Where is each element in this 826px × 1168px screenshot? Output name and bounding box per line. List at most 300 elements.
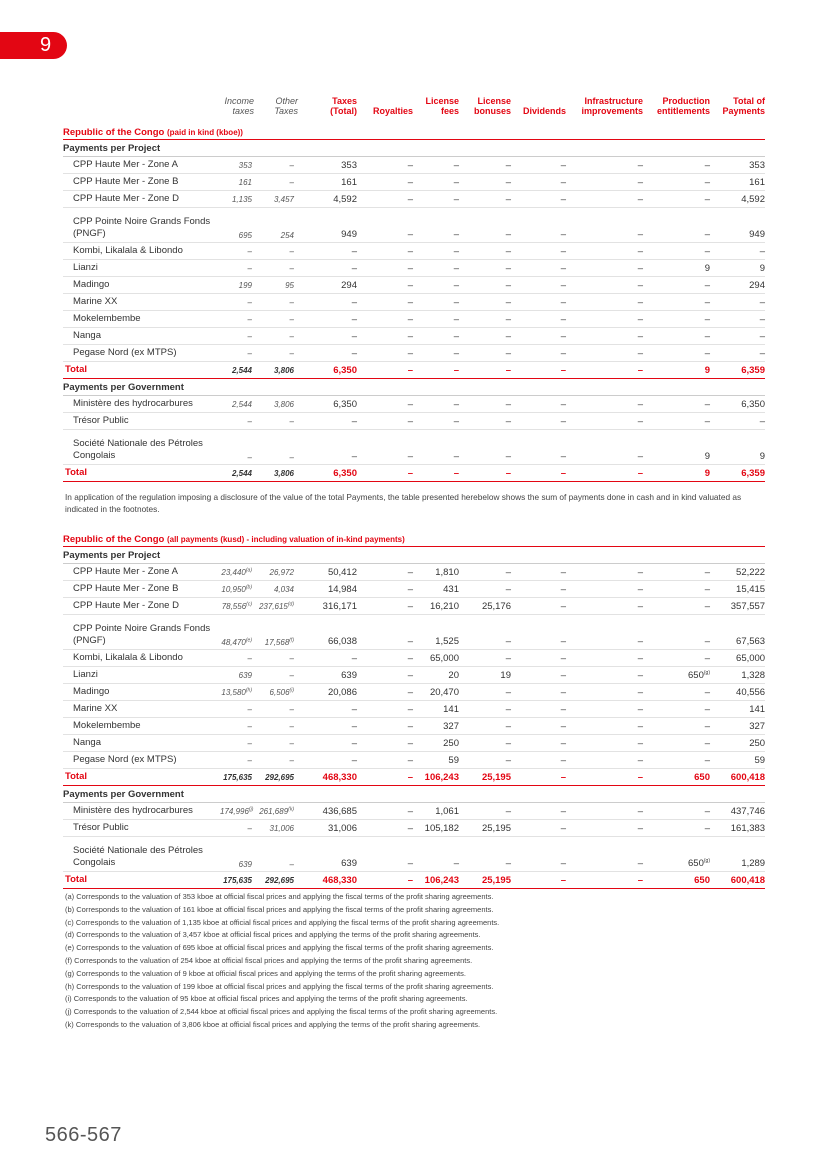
- cell-value: 6,506: [269, 687, 290, 697]
- column-header-top: License: [477, 96, 511, 106]
- value-cell: [459, 362, 511, 379]
- cell-value: –: [759, 347, 765, 359]
- value-cell: [710, 413, 765, 430]
- value-cell: [643, 684, 710, 701]
- footnote: (c) Corresponds to the valuation of 1,135 kboe at official fiscal prices and applying the fiscal terms of the profit sharing agreements.: [65, 917, 500, 927]
- footnote-marker: (c): [246, 600, 252, 607]
- cell-value: 292,695: [265, 875, 294, 885]
- column-header-bottom: taxes: [232, 106, 254, 116]
- value-cell: [413, 413, 459, 430]
- table-row: [63, 684, 765, 701]
- table-row: [63, 735, 765, 752]
- value-cell: [413, 430, 459, 465]
- value-cell: [254, 311, 302, 328]
- value-cell: [459, 581, 511, 598]
- cell-value: 65,000: [429, 652, 459, 664]
- cell-value: –: [505, 720, 511, 732]
- cell-value: –: [407, 600, 413, 612]
- cell-value: 353: [749, 159, 765, 171]
- value-cell: [357, 667, 413, 684]
- row-label: CPP Haute Mer - Zone D: [63, 598, 220, 615]
- cell-value: –: [407, 262, 413, 274]
- cell-value: –: [453, 262, 459, 274]
- value-cell: [566, 581, 643, 598]
- cell-value: 294: [749, 279, 765, 291]
- value-cell: [220, 701, 254, 718]
- cell-value: –: [704, 330, 710, 342]
- column-header: [566, 96, 643, 120]
- cell-value: –: [407, 415, 413, 427]
- cell-value: –: [407, 159, 413, 171]
- value-cell: [643, 598, 710, 615]
- value-cell: [357, 650, 413, 667]
- cell-value: –: [247, 823, 252, 833]
- value-cell: [511, 820, 566, 837]
- value-cell: [357, 752, 413, 769]
- value-cell: [511, 718, 566, 735]
- cell-value: –: [505, 262, 511, 274]
- value-cell: [566, 208, 643, 243]
- row-label: Ministère des hydrocarbures: [63, 396, 220, 413]
- value-cell: [254, 684, 302, 701]
- value-cell: [220, 362, 254, 379]
- footnote: (d) Corresponds to the valuation of 3,457 kboe at official fiscal prices and applying the terms of the profit sharing agreements.: [65, 930, 481, 940]
- cell-value: 48,470: [221, 638, 246, 647]
- cell-value: 59: [448, 754, 459, 766]
- value-cell: [413, 174, 459, 191]
- cell-value: –: [407, 451, 413, 462]
- cell-value: –: [351, 720, 357, 732]
- cell-value: –: [289, 704, 294, 714]
- cell-value: –: [247, 738, 252, 748]
- value-cell: [566, 650, 643, 667]
- value-cell: [566, 413, 643, 430]
- cell-value: 106,243: [424, 874, 459, 886]
- cell-value: –: [637, 296, 643, 308]
- value-cell: [566, 294, 643, 311]
- value-cell: [220, 650, 254, 667]
- value-cell: [357, 208, 413, 243]
- value-cell: [357, 243, 413, 260]
- value-cell: [710, 684, 765, 701]
- value-cell: [643, 837, 710, 872]
- cell-value: –: [704, 583, 710, 595]
- cell-value: –: [704, 703, 710, 715]
- value-cell: [643, 260, 710, 277]
- value-cell: [302, 430, 357, 465]
- cell-value: –: [505, 176, 511, 188]
- cell-value: –: [505, 398, 511, 410]
- value-cell: [459, 430, 511, 465]
- value-cell: [643, 735, 710, 752]
- value-cell: [413, 581, 459, 598]
- value-cell: [643, 294, 710, 311]
- value-cell: [302, 157, 357, 174]
- value-cell: [357, 615, 413, 650]
- value-cell: [357, 311, 413, 328]
- value-cell: [511, 581, 566, 598]
- cell-value: –: [560, 176, 566, 188]
- value-cell: [566, 667, 643, 684]
- value-cell: [413, 598, 459, 615]
- value-cell: [254, 345, 302, 362]
- value-cell: [220, 735, 254, 752]
- value-cell: [254, 752, 302, 769]
- cell-value: –: [637, 771, 643, 783]
- value-cell: [643, 277, 710, 294]
- value-cell: [566, 803, 643, 820]
- cell-value: 175,635: [223, 875, 252, 885]
- value-cell: [357, 328, 413, 345]
- section-title: [63, 527, 765, 547]
- value-cell: [459, 328, 511, 345]
- value-cell: [302, 667, 357, 684]
- value-cell: [459, 752, 511, 769]
- value-cell: [220, 564, 254, 581]
- cell-value: 6,359: [741, 467, 765, 479]
- column-header-top: Other: [275, 96, 298, 106]
- footnotes: [65, 891, 765, 1032]
- cell-value: 639: [238, 860, 252, 869]
- value-cell: [710, 277, 765, 294]
- value-cell: [511, 752, 566, 769]
- cell-value: 161: [341, 176, 357, 188]
- value-cell: [254, 581, 302, 598]
- value-cell: [220, 208, 254, 243]
- cell-value: 161: [749, 176, 765, 188]
- cell-value: 141: [443, 703, 459, 715]
- value-cell: [459, 157, 511, 174]
- cell-value: –: [637, 176, 643, 188]
- cell-value: –: [704, 313, 710, 325]
- value-cell: [302, 277, 357, 294]
- row-label: Trésor Public: [63, 413, 220, 430]
- value-cell: [413, 243, 459, 260]
- value-cell: [413, 667, 459, 684]
- cell-value: –: [247, 453, 252, 462]
- value-cell: [566, 752, 643, 769]
- value-cell: [459, 684, 511, 701]
- cell-value: –: [289, 416, 294, 426]
- cell-value: 40,556: [736, 686, 766, 698]
- row-label: Lianzi: [63, 260, 220, 277]
- cell-value: –: [560, 583, 566, 595]
- footnote-marker: (f): [289, 637, 294, 644]
- cell-value: 6,350: [333, 364, 357, 376]
- table-row: [63, 311, 765, 328]
- cell-value: –: [704, 720, 710, 732]
- cell-value: –: [704, 754, 710, 766]
- value-cell: [566, 345, 643, 362]
- cell-value: 20,086: [327, 686, 357, 698]
- value-cell: [459, 820, 511, 837]
- cell-value: –: [407, 754, 413, 766]
- footnote: (i) Corresponds to the valuation of 95 kboe at official fiscal prices and applying the terms of the profit sharing agreements.: [65, 994, 468, 1004]
- value-cell: [643, 769, 710, 786]
- cell-value: –: [637, 279, 643, 291]
- cell-value: –: [351, 415, 357, 427]
- value-cell: [413, 769, 459, 786]
- cell-value: 1,061: [435, 805, 459, 817]
- value-cell: [511, 396, 566, 413]
- value-cell: [357, 277, 413, 294]
- value-cell: [254, 735, 302, 752]
- value-cell: [254, 174, 302, 191]
- table-row: [63, 413, 765, 430]
- cell-value: –: [560, 451, 566, 462]
- row-label: Ministère des hydrocarbures: [63, 803, 220, 820]
- value-cell: [566, 311, 643, 328]
- value-cell: [511, 684, 566, 701]
- value-cell: [710, 243, 765, 260]
- value-cell: [220, 260, 254, 277]
- value-cell: [413, 564, 459, 581]
- section-title-text: Republic of the Congo: [63, 127, 165, 138]
- cell-value: 105,182: [424, 822, 459, 834]
- cell-value: 31,006: [327, 822, 357, 834]
- table-row: [63, 667, 765, 684]
- cell-value: –: [704, 159, 710, 171]
- cell-value: 353: [238, 160, 252, 170]
- value-cell: [302, 311, 357, 328]
- value-cell: [220, 396, 254, 413]
- value-cell: [220, 328, 254, 345]
- cell-value: 2,544: [231, 468, 252, 478]
- value-cell: [710, 837, 765, 872]
- cell-value: 6,350: [741, 398, 765, 410]
- value-cell: [254, 650, 302, 667]
- cell-value: 106,243: [424, 771, 459, 783]
- cell-value: 78,556: [221, 601, 247, 611]
- table-row: [63, 328, 765, 345]
- cell-value: –: [407, 583, 413, 595]
- value-cell: [710, 311, 765, 328]
- column-header-bottom: bonuses: [473, 106, 511, 116]
- table-row: [63, 430, 765, 465]
- cell-value: 175,635: [223, 772, 252, 782]
- cell-value: –: [505, 245, 511, 257]
- table-row: [63, 837, 765, 872]
- value-cell: [459, 650, 511, 667]
- value-cell: [413, 684, 459, 701]
- cell-value: –: [407, 347, 413, 359]
- cell-value: –: [247, 263, 252, 273]
- value-cell: [643, 362, 710, 379]
- value-cell: [643, 191, 710, 208]
- value-cell: [220, 277, 254, 294]
- column-header-bottom: (Total): [330, 106, 357, 116]
- subheading: Payments per Project: [63, 140, 765, 157]
- total-row: [63, 362, 765, 379]
- cell-value: –: [704, 296, 710, 308]
- cell-value: –: [407, 636, 413, 647]
- row-label: Kombi, Likalala & Libondo: [63, 243, 220, 260]
- value-cell: [643, 564, 710, 581]
- cell-value: –: [505, 279, 511, 291]
- cell-value: 9: [704, 262, 710, 274]
- value-cell: [302, 362, 357, 379]
- table-row: [63, 294, 765, 311]
- value-cell: [254, 243, 302, 260]
- value-cell: [511, 413, 566, 430]
- value-cell: [511, 598, 566, 615]
- footnote: (k) Corresponds to the valuation of 3,806 kboe at official fiscal prices and applying the terms of the profit sharing agreements.: [65, 1019, 481, 1029]
- cell-value: 26,972: [269, 567, 294, 577]
- value-cell: [566, 837, 643, 872]
- section-title-note: (paid in kind (kboe)): [166, 128, 243, 137]
- cell-value: –: [407, 176, 413, 188]
- value-cell: [459, 564, 511, 581]
- cell-value: –: [453, 347, 459, 359]
- cell-value: –: [505, 229, 511, 240]
- cell-value: 25,176: [481, 600, 511, 612]
- subheading-row: [63, 547, 765, 564]
- cell-value: –: [560, 874, 566, 886]
- cell-value: –: [505, 686, 511, 698]
- cell-value: –: [637, 566, 643, 578]
- value-cell: [220, 615, 254, 650]
- cell-value: –: [704, 822, 710, 834]
- cell-value: –: [289, 453, 294, 462]
- cell-value: –: [704, 176, 710, 188]
- cell-value: –: [289, 246, 294, 256]
- value-cell: [357, 191, 413, 208]
- value-cell: [413, 208, 459, 243]
- column-header-bottom: Taxes: [274, 106, 298, 116]
- cell-value: –: [759, 245, 765, 257]
- cell-value: –: [453, 279, 459, 291]
- value-cell: [643, 718, 710, 735]
- value-cell: [459, 837, 511, 872]
- value-cell: [357, 564, 413, 581]
- cell-value: –: [407, 467, 413, 479]
- cell-value: 25,195: [481, 874, 511, 886]
- cell-value: –: [453, 858, 459, 869]
- value-cell: [459, 667, 511, 684]
- value-cell: [710, 752, 765, 769]
- value-cell: [302, 260, 357, 277]
- footnote-marker: (k): [288, 805, 294, 812]
- cell-value: –: [560, 771, 566, 783]
- value-cell: [566, 362, 643, 379]
- cell-value: –: [505, 415, 511, 427]
- value-cell: [459, 465, 511, 482]
- table-row: [63, 191, 765, 208]
- cell-value: 20,470: [429, 686, 459, 698]
- cell-value: 2,544: [231, 365, 252, 375]
- value-cell: [220, 684, 254, 701]
- value-cell: [302, 294, 357, 311]
- cell-value: –: [407, 245, 413, 257]
- value-cell: [413, 465, 459, 482]
- footnote: (j) Corresponds to the valuation of 2,544 kboe at official fiscal prices and applying the fiscal terms of the profit sharing agreements.: [65, 1007, 498, 1017]
- cell-value: 600,418: [730, 771, 766, 783]
- cell-value: 436,685: [322, 805, 357, 817]
- footnote-marker: (a): [245, 566, 252, 573]
- cell-value: –: [407, 703, 413, 715]
- table-row: [63, 718, 765, 735]
- cell-value: –: [407, 858, 413, 869]
- value-cell: [357, 769, 413, 786]
- value-cell: [254, 294, 302, 311]
- cell-value: 4,592: [741, 193, 765, 205]
- value-cell: [643, 345, 710, 362]
- cell-value: –: [637, 229, 643, 240]
- row-label: Lianzi: [63, 667, 220, 684]
- column-header: [710, 96, 765, 120]
- table-header: [63, 96, 765, 120]
- total-row: [63, 465, 765, 482]
- subheading: Payments per Project: [63, 547, 765, 564]
- value-cell: [413, 328, 459, 345]
- table-row: [63, 650, 765, 667]
- value-cell: [459, 311, 511, 328]
- cell-value: –: [560, 229, 566, 240]
- cell-value: –: [407, 296, 413, 308]
- value-cell: [459, 243, 511, 260]
- cell-value: –: [759, 415, 765, 427]
- value-cell: [459, 769, 511, 786]
- value-cell: [710, 174, 765, 191]
- cell-value: –: [560, 669, 566, 681]
- cell-value: 316,171: [322, 600, 357, 612]
- value-cell: [254, 598, 302, 615]
- value-cell: [254, 803, 302, 820]
- cell-value: 639: [238, 670, 252, 680]
- value-cell: [220, 752, 254, 769]
- value-cell: [413, 396, 459, 413]
- cell-value: –: [704, 636, 710, 647]
- cell-value: 650: [688, 669, 704, 681]
- cell-value: –: [407, 279, 413, 291]
- footnote: (b) Corresponds to the valuation of 161 kboe at official fiscal prices and applying the fiscal terms of the profit sharing agreements.: [65, 904, 494, 914]
- value-cell: [566, 564, 643, 581]
- table-row: [63, 820, 765, 837]
- value-cell: [220, 413, 254, 430]
- cell-value: 65,000: [736, 652, 766, 664]
- cell-value: –: [289, 755, 294, 765]
- value-cell: [710, 260, 765, 277]
- value-cell: [302, 718, 357, 735]
- cell-value: –: [560, 415, 566, 427]
- value-cell: [254, 413, 302, 430]
- value-cell: [302, 615, 357, 650]
- cell-value: –: [637, 467, 643, 479]
- column-header-top: Income: [224, 96, 254, 106]
- value-cell: [511, 328, 566, 345]
- cell-value: 468,330: [322, 771, 357, 783]
- row-label: Société Nationale des Pétroles Congolais: [63, 430, 220, 465]
- cell-value: –: [637, 330, 643, 342]
- cell-value: –: [453, 451, 459, 462]
- subheading-row: [63, 786, 765, 803]
- cell-value: –: [560, 858, 566, 869]
- cell-value: –: [637, 364, 643, 376]
- value-cell: [643, 650, 710, 667]
- cell-value: 9: [704, 451, 710, 462]
- value-cell: [254, 430, 302, 465]
- cell-value: 4,592: [333, 193, 357, 205]
- cell-value: 1,289: [741, 858, 766, 869]
- column-header: [357, 96, 413, 120]
- cell-value: –: [289, 297, 294, 307]
- cell-value: –: [637, 858, 643, 869]
- value-cell: [511, 430, 566, 465]
- value-cell: [357, 598, 413, 615]
- cell-value: –: [704, 415, 710, 427]
- section-title-note: (all payments (kusd) - including valuation of in-kind payments): [166, 535, 405, 544]
- value-cell: [413, 294, 459, 311]
